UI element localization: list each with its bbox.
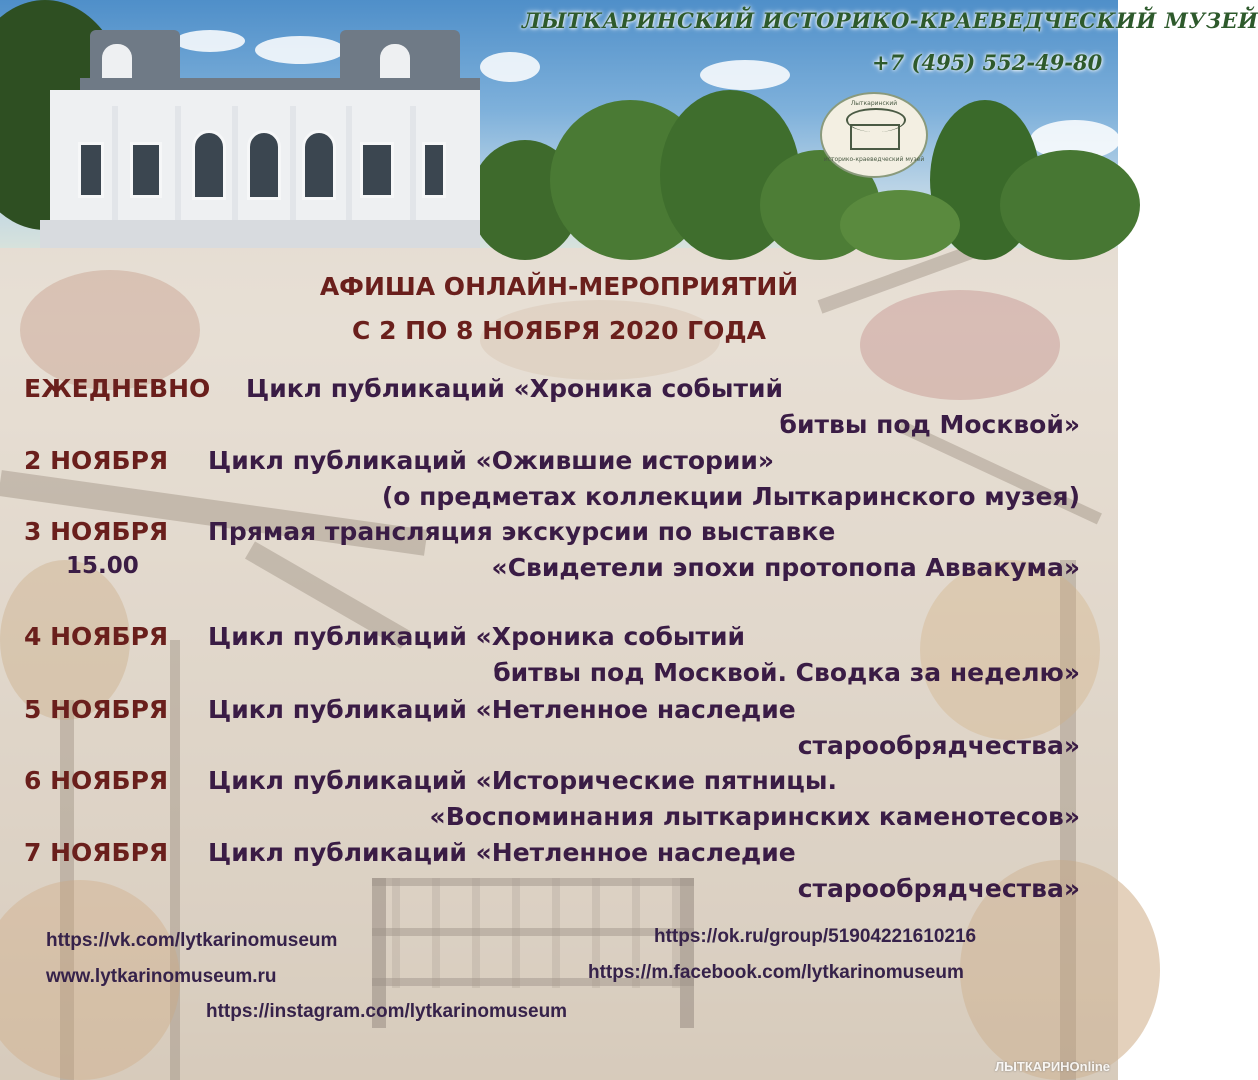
museum-name: ЛЫТКАРИНСКИЙ ИСТОРИКО-КРАЕВЕДЧЕСКИЙ МУЗЕЙ [522,8,1258,33]
museum-building [40,30,480,248]
event-date: 6 НОЯБРЯ [24,766,169,795]
event-description-cont: «Свидетели эпохи протопопа Аввакума» [491,553,1080,582]
event-description: Цикл публикаций «Ожившие истории» [208,446,775,475]
facebook-link[interactable]: https://m.facebook.com/lytkarinomuseum [588,962,964,983]
museum-logo [820,92,928,178]
event-description-cont: битвы под Москвой» [779,410,1080,439]
poster-title: АФИША ОНЛАЙН-МЕРОПРИЯТИЙ [319,272,799,301]
event-date: ЕЖЕДНЕВНО [24,374,211,403]
poster-subtitle: С 2 ПО 8 НОЯБРЯ 2020 ГОДА [352,316,766,345]
event-date: 5 НОЯБРЯ [24,695,169,724]
event-description: Цикл публикаций «Исторические пятницы. [208,766,837,795]
event-description: Цикл публикаций «Хроника событий [246,374,784,403]
event-time: 15.00 [66,553,139,579]
event-description-cont: «Воспоминания лыткаринских каменотесов» [429,802,1080,831]
event-description: Цикл публикаций «Хроника событий [208,622,746,651]
watermark: ЛЫТКАРИНОnline [995,1059,1110,1074]
logo-text-bottom: историко-краеведческий музей [823,156,925,163]
event-description-cont: (о предметах коллекции Лыткаринского музея) [381,482,1080,511]
ok-link[interactable]: https://ok.ru/group/51904221610216 [654,926,977,947]
event-date: 4 НОЯБРЯ [24,622,169,651]
header-photo [0,0,1258,248]
logo-text-top: Лыткаринский [850,100,898,107]
phone-number: +7 (495) 552-49-80 [872,50,1103,75]
event-description: Цикл публикаций «Нетленное наследие [208,695,796,724]
event-date: 2 НОЯБРЯ [24,446,169,475]
website-link[interactable]: www.lytkarinomuseum.ru [46,966,277,987]
vk-link[interactable]: https://vk.com/lytkarinomuseum [46,930,338,951]
event-description: Цикл публикаций «Нетленное наследие [208,838,796,867]
event-description-cont: старообрядчества» [797,731,1080,760]
event-description: Прямая трансляция экскурсии по выставке [208,517,836,546]
instagram-link[interactable]: https://instagram.com/lytkarinomuseum [206,1001,568,1022]
event-description-cont: битвы под Москвой. Сводка за неделю» [493,658,1080,687]
event-date: 3 НОЯБРЯ [24,517,169,546]
event-date: 7 НОЯБРЯ [24,838,169,867]
event-description-cont: старообрядчества» [797,874,1080,903]
